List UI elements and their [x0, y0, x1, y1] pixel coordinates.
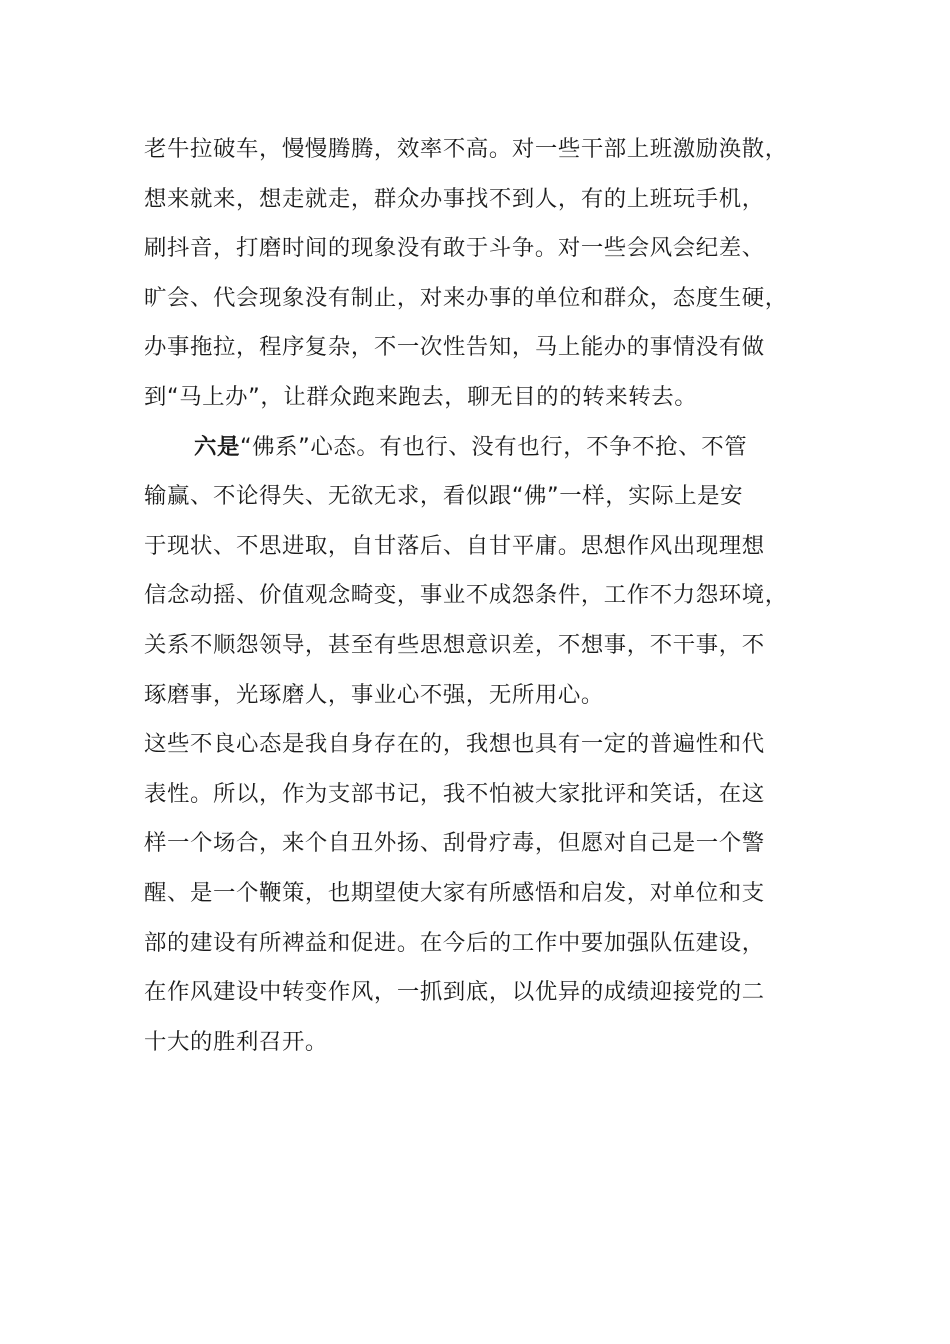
text-line: 醒、是一个鞭策，也期望使大家有所感悟和启发，对单位和支	[144, 879, 765, 906]
text-line: 部的建设有所裨益和促进。在今后的工作中要加强队伍建设，	[144, 929, 765, 956]
text-line: 办事拖拉，程序复杂，不一次性告知，马上能办的事情没有做	[144, 334, 765, 361]
text-line-first	[144, 423, 810, 473]
text-line: 样一个场合，来个自丑外扬、刮骨疗毒，但愿对自己是一个警	[144, 830, 765, 857]
text-line: 刷抖音，打磨时间的现象没有敢于斗争。对一些会风会纪差、	[144, 235, 765, 262]
text-line: 这些不良心态是我自身存在的，我想也具有一定的普遍性和代	[144, 731, 765, 758]
text-line: 到“马上办”，让群众跑来跑去，聊无目的的转来转去。	[144, 383, 698, 410]
paragraph-3	[144, 720, 810, 1067]
text-line: 旷会、代会现象没有制止，对来办事的单位和群众，态度生硬，	[144, 284, 788, 311]
text-line: 关系不顺怨领导，甚至有些思想意识差，不想事，不干事，不	[144, 631, 765, 658]
text-line: 十大的胜利召开。	[144, 1028, 328, 1055]
paragraph-1	[144, 125, 810, 423]
text-line: 在作风建设中转变作风，一抓到底，以优异的成绩迎接党的二	[144, 979, 765, 1006]
text-line: 老牛拉破车，慢慢腾腾，效率不高。对一些干部上班激励涣散，	[144, 136, 788, 162]
paragraph-lead-bold: 六是	[194, 433, 240, 460]
text-line: 信念动摇、价值观念畸变，事业不成怨条件，工作不力怨环境，	[144, 582, 788, 609]
text-line: 表性。所以，作为支部书记，我不怕被大家批评和笑话，在这	[144, 780, 765, 807]
paragraph-lead-rest: “佛系”心态。有也行、没有也行，不争不抢、不管	[239, 433, 748, 460]
text-line: 琢磨事，光琢磨人，事业心不强，无所用心。	[144, 681, 604, 708]
document-body	[144, 125, 810, 1067]
text-line: 想来就来，想走就走，群众办事找不到人，有的上班玩手机，	[144, 185, 765, 212]
text-line: 输赢、不论得失、无欲无求，看似跟“佛”一样，实际上是安	[144, 483, 744, 510]
text-line: 于现状、不思进取，自甘落后、自甘平庸。思想作风出现理想	[144, 532, 765, 559]
paragraph-2	[144, 423, 810, 721]
